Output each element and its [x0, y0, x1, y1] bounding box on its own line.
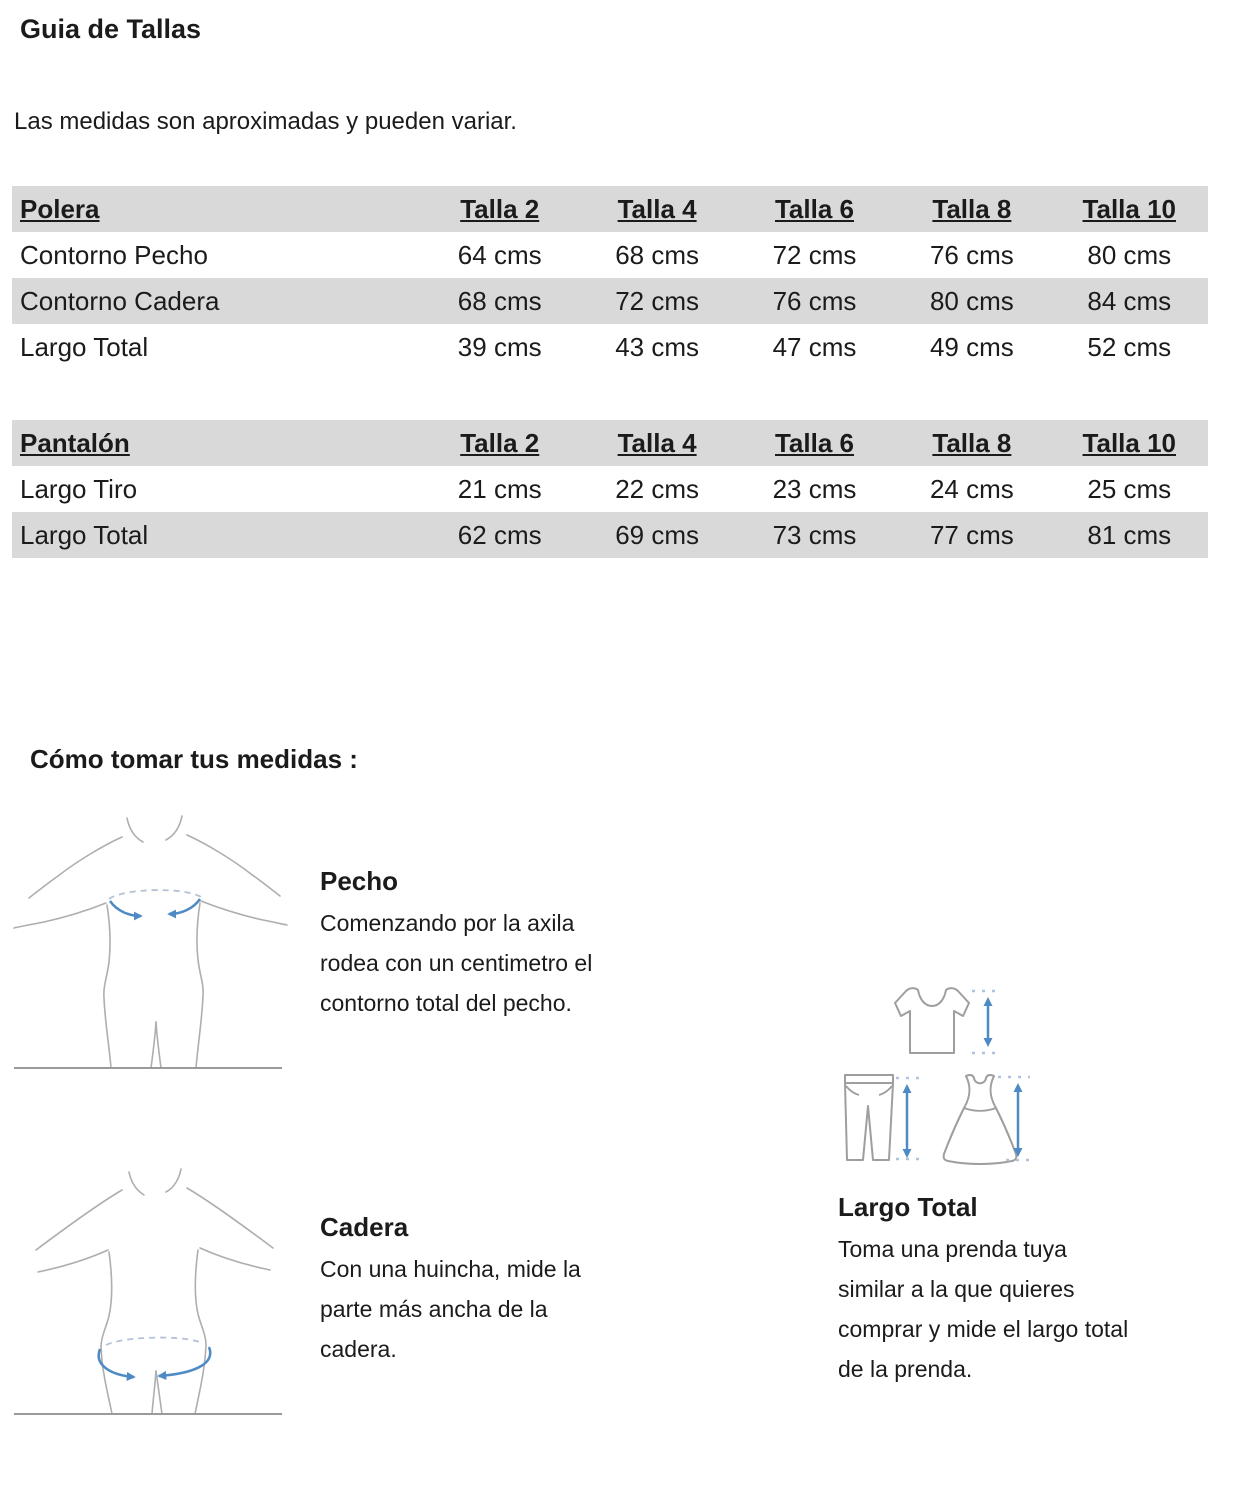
- column-header: Talla 2: [460, 427, 540, 458]
- column-header: Talla 10: [1082, 427, 1177, 458]
- pecho-line: Comenzando por la axila: [320, 910, 575, 936]
- pantalon-table-title: Pantalón: [20, 427, 130, 458]
- cadera-heading: Cadera: [320, 1212, 409, 1242]
- size-value: 72 cms: [615, 285, 699, 316]
- size-value: 77 cms: [929, 519, 1014, 550]
- size-value: 68 cms: [457, 285, 542, 316]
- size-value: 22 cms: [615, 473, 699, 504]
- hip-measure-arrows-icon: [99, 1347, 211, 1377]
- table-row: [12, 278, 1208, 324]
- column-header: Talla 8: [932, 193, 1012, 224]
- size-value: 72 cms: [772, 239, 857, 270]
- row-label: Contorno Pecho: [20, 239, 208, 270]
- size-value: 43 cms: [615, 331, 699, 362]
- vertical-length-arrow-icon: [1014, 1083, 1023, 1157]
- size-value: 39 cms: [457, 331, 542, 362]
- column-header: Talla 6: [774, 427, 854, 458]
- column-header: Talla 4: [617, 193, 697, 224]
- largo-total-line: de la prenda.: [838, 1356, 973, 1382]
- tshirt-icon: [888, 982, 1008, 1062]
- row-label: Largo Tiro: [20, 473, 138, 504]
- disclaimer-text: Las medidas son aproximadas y pueden variar.: [14, 108, 517, 135]
- vertical-length-arrow-icon: [984, 997, 993, 1047]
- largo-total-line: similar a la que quieres: [838, 1276, 1075, 1302]
- pecho-line: contorno total del pecho.: [320, 990, 572, 1016]
- largo-total-heading: Largo Total: [838, 1192, 978, 1222]
- size-value: 84 cms: [1087, 285, 1172, 316]
- column-header: Talla 4: [617, 427, 697, 458]
- row-label: Largo Total: [20, 519, 149, 550]
- size-value: 81 cms: [1087, 519, 1172, 550]
- size-value: 24 cms: [929, 473, 1014, 504]
- pecho-heading: Pecho: [320, 866, 399, 896]
- pantalon-size-table: [12, 420, 1208, 558]
- cadera-line: Con una huincha, mide la: [320, 1256, 581, 1282]
- how-to-heading: Cómo tomar tus medidas :: [30, 744, 358, 774]
- size-value: 64 cms: [457, 239, 542, 270]
- polera-header-row: [12, 186, 1208, 232]
- size-value: 21 cms: [457, 473, 542, 504]
- size-value: 62 cms: [457, 519, 542, 550]
- size-value: 69 cms: [615, 519, 699, 550]
- page-title: Guia de Tallas: [20, 14, 202, 44]
- cadera-section: [320, 1212, 581, 1369]
- row-label: Largo Total: [20, 331, 149, 362]
- row-label: Contorno Cadera: [20, 285, 220, 316]
- dress-icon: [938, 1072, 1038, 1167]
- size-value: 52 cms: [1087, 331, 1172, 362]
- size-value: 68 cms: [615, 239, 699, 270]
- largo-total-line: comprar y mide el largo total: [838, 1316, 1129, 1342]
- body-front-hip-diagram: [10, 1158, 290, 1418]
- size-value: 76 cms: [929, 239, 1014, 270]
- column-header: Talla 8: [932, 427, 1012, 458]
- column-header: Talla 6: [774, 193, 854, 224]
- size-value: 23 cms: [772, 473, 857, 504]
- table-row: [12, 512, 1208, 558]
- pecho-line: rodea con un centimetro el: [320, 950, 593, 976]
- cadera-line: cadera.: [320, 1336, 397, 1362]
- polera-table-title: Polera: [20, 193, 100, 224]
- column-header: Talla 2: [460, 193, 540, 224]
- body-front-chest-diagram: [10, 812, 290, 1072]
- hip-dashed-guide: [106, 1338, 202, 1345]
- size-value: 76 cms: [772, 285, 857, 316]
- pants-icon: [838, 1072, 928, 1167]
- size-value: 80 cms: [1087, 239, 1172, 270]
- size-value: 25 cms: [1087, 473, 1172, 504]
- pantalon-header-row: [12, 420, 1208, 466]
- table-row: [12, 232, 1208, 278]
- table-row: [12, 324, 1208, 370]
- chest-dashed-guide: [109, 890, 201, 899]
- size-value: 49 cms: [929, 331, 1014, 362]
- largo-total-line: Toma una prenda tuya: [838, 1236, 1067, 1262]
- column-header: Talla 10: [1082, 193, 1177, 224]
- chest-measure-arrows-icon: [110, 899, 200, 916]
- largo-total-section: [838, 1192, 1128, 1389]
- size-value: 80 cms: [929, 285, 1014, 316]
- size-value: 73 cms: [772, 519, 857, 550]
- vertical-length-arrow-icon: [903, 1084, 912, 1158]
- table-row: [12, 466, 1208, 512]
- pecho-section: [320, 866, 592, 1023]
- polera-size-table: [12, 186, 1208, 370]
- cadera-line: parte más ancha de la: [320, 1296, 548, 1322]
- size-value: 47 cms: [772, 331, 857, 362]
